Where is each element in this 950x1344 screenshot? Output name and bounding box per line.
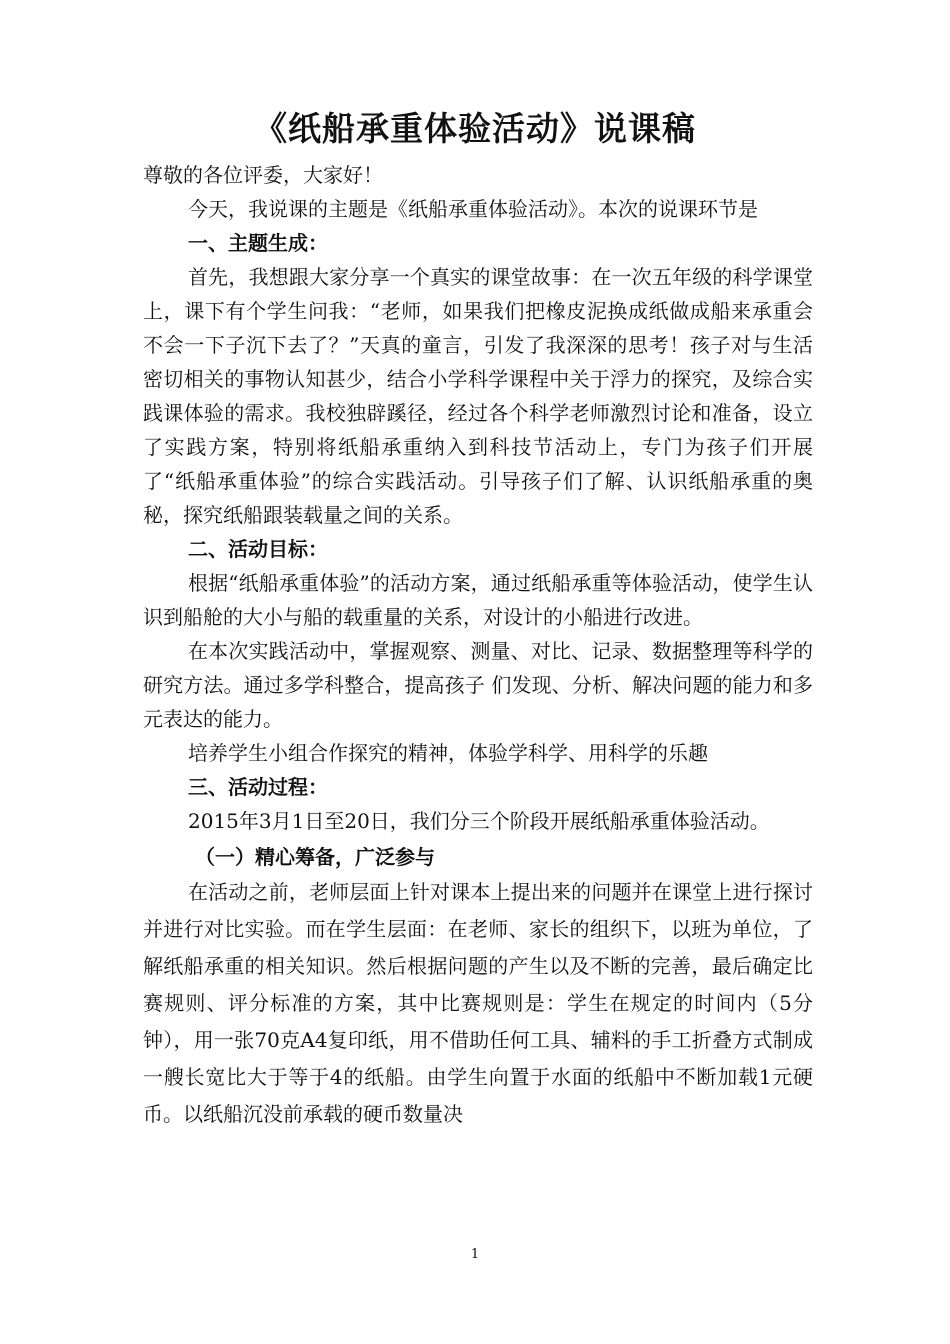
greeting: 尊敬的各位评委，大家好！ (143, 163, 383, 187)
section-1-paragraph: 首先，我想跟大家分享一个真实的课堂故事：在一次五年级的科学课堂上，课下有个学生问我：“老师，如果我们把橡皮泥换成纸做成船来承重会不会一下子沉下去了？”天真的童言，引发了我深深的思考！孩子对与生活密切相关的事物认知甚少，结合小学科学课程中关于浮力的探究，及综合实践课体验的需求。我校独辟蹊径，经过各个科学老师激烈讨论和准备，设立了实践方案，特别将纸船承重纳入到科技节活动上，专门为孩子们开展了“纸船承重体验”的综合实践活动。引导孩子们了解、认识纸船承重的奥秘，探究纸船跟装载量之间的关系。 (143, 265, 813, 527)
section-2-paragraph-1: 根据“纸船承重体验”的活动方案，通过纸船承重等体验活动，使学生认识到船舱的大小与船的载重量的关系，对设计的小船进行改进。 (143, 571, 813, 629)
document-title: 《纸船承重体验活动》说课稿 (254, 109, 696, 148)
section-3-paragraph-2: 在活动之前，老师层面上针对课本上提出来的问题并在课堂上进行探讨并进行对比实验。而在学生层面：在老师、家长的组织下，以班为单位，了解纸船承重的相关知识。然后根据问题的产生以及不断的完善，最后确定比赛规则、评分标准的方案，其中比赛规则是：学生在规定的时间内（5分钟），用一张70克A4复印纸，用不借助任何工具、辅料的手工折叠方式制成一艘长宽比大于等于4的纸船。由学生向置于水面的纸船中不断加载1元硬币。以纸船沉没前承载的硬币数量决 (143, 880, 813, 1126)
document-body (143, 158, 813, 1133)
section-2-paragraph-3: 培养学生小组合作探究的精神，体验学科学、用科学的乐趣 (188, 741, 708, 765)
page-number: 1 (470, 1247, 480, 1262)
section-1-heading: 一、主题生成： (188, 231, 328, 255)
section-3-heading: 三、活动过程： (188, 775, 328, 799)
section-3-subheading: （一）精心筹备，广泛参与 (195, 845, 435, 869)
section-2-paragraph-2: 在本次实践活动中，掌握观察、测量、对比、记录、数据整理等科学的研究方法。通过多学科整合，提高孩子 们发现、分析、解决问题的能力和多元表达的能力。 (143, 639, 813, 731)
intro-paragraph: 今天，我说课的主题是《纸船承重体验活动》。本次的说课环节是 (188, 197, 758, 221)
section-3-paragraph-1: 2015年3月1日至20日，我们分三个阶段开展纸船承重体验活动。 (188, 809, 770, 833)
section-2-heading: 二、活动目标： (188, 537, 328, 561)
